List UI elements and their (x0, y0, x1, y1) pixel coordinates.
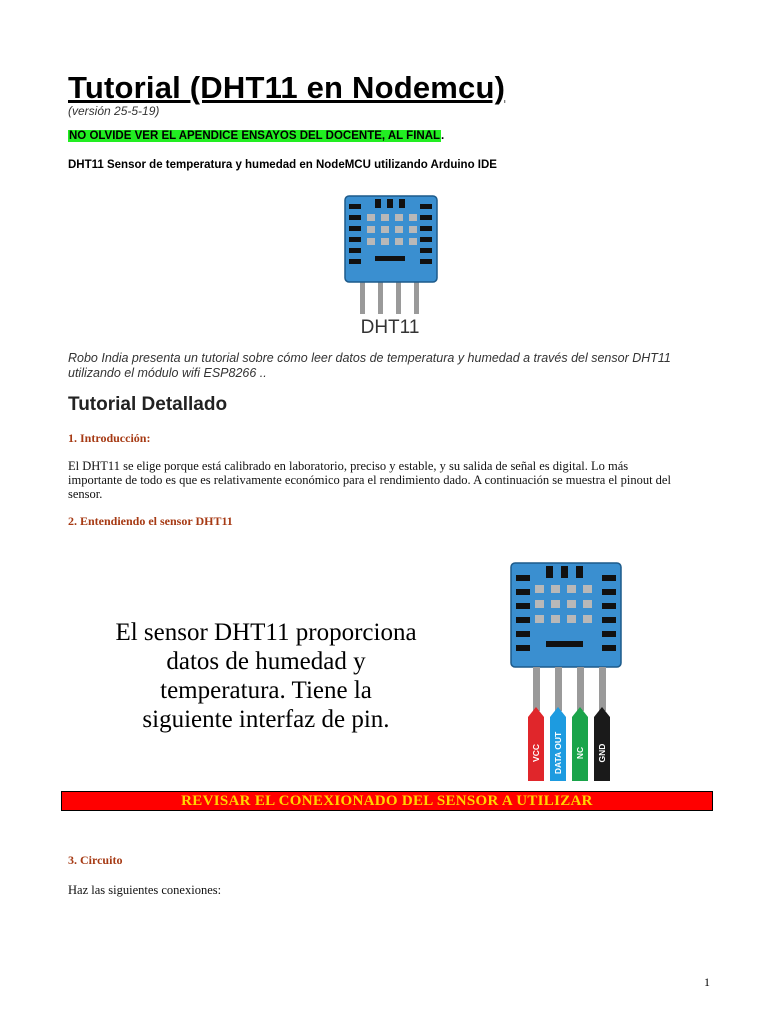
section-2-title: 2. Entendiendo el sensor DHT11 (68, 514, 233, 528)
dht11-image-caption: DHT11 (360, 317, 420, 338)
notice-tail: . (441, 130, 445, 142)
section-3-title: 3. Circuito (68, 853, 123, 867)
pin-label-data-out: DATA OUT (553, 731, 563, 775)
notice-highlight: NO OLVIDE VER EL APENDICE ENSAYOS DEL DOCENTE, AL FINAL (69, 130, 441, 142)
pin-label-nc: NC (575, 746, 585, 760)
section-3-body: Haz las siguientes conexiones: (68, 883, 222, 897)
version-label: (versión 25-5-19) (68, 104, 160, 118)
page-title: Tutorial (DHT11 en Nodemcu) (68, 70, 506, 105)
section-heading: Tutorial Detallado (68, 394, 228, 415)
pinout-text-line-3: temperatura. Tiene la (160, 677, 372, 704)
intro-paragraph: Robo India presenta un tutorial sobre cómo leer datos de temperatura y humedad a través del sensor DHT11 utilizando el módulo wifi ESP8266 .. (68, 351, 671, 380)
pinout-text-line-1: El sensor DHT11 proporciona (115, 619, 417, 646)
pin-label-gnd: GND (597, 743, 607, 763)
pin-label-vcc: VCC (531, 744, 541, 762)
pinout-text-line-4: siguiente interfaz de pin. (142, 706, 390, 733)
dht11-pinout-image (60, 555, 660, 792)
section-1-body: El DHT11 se elige porque está calibrado en laboratorio, preciso y estable, y su salida de señal es digital. Lo más importante de todo es que es relativamente económico para el rendimiento dado. A continuación se muestra el pinout del sensor. (68, 459, 671, 501)
dht11-pinout-drawing (60, 555, 660, 787)
dht11-sensor-image (330, 190, 450, 345)
pinout-text-line-2: datos de humedad y (166, 648, 366, 675)
document-subtitle: DHT11 Sensor de temperatura y humedad en NodeMCU utilizando Arduino IDE (68, 159, 497, 171)
page-number: 1 (704, 975, 710, 989)
dht11-sensor-drawing (330, 190, 450, 340)
section-1-title: 1. Introducción: (68, 431, 151, 445)
notice-line (68, 130, 444, 142)
wiring-warning-banner: REVISAR EL CONEXIONADO DEL SENSOR A UTILIZAR (61, 791, 713, 811)
